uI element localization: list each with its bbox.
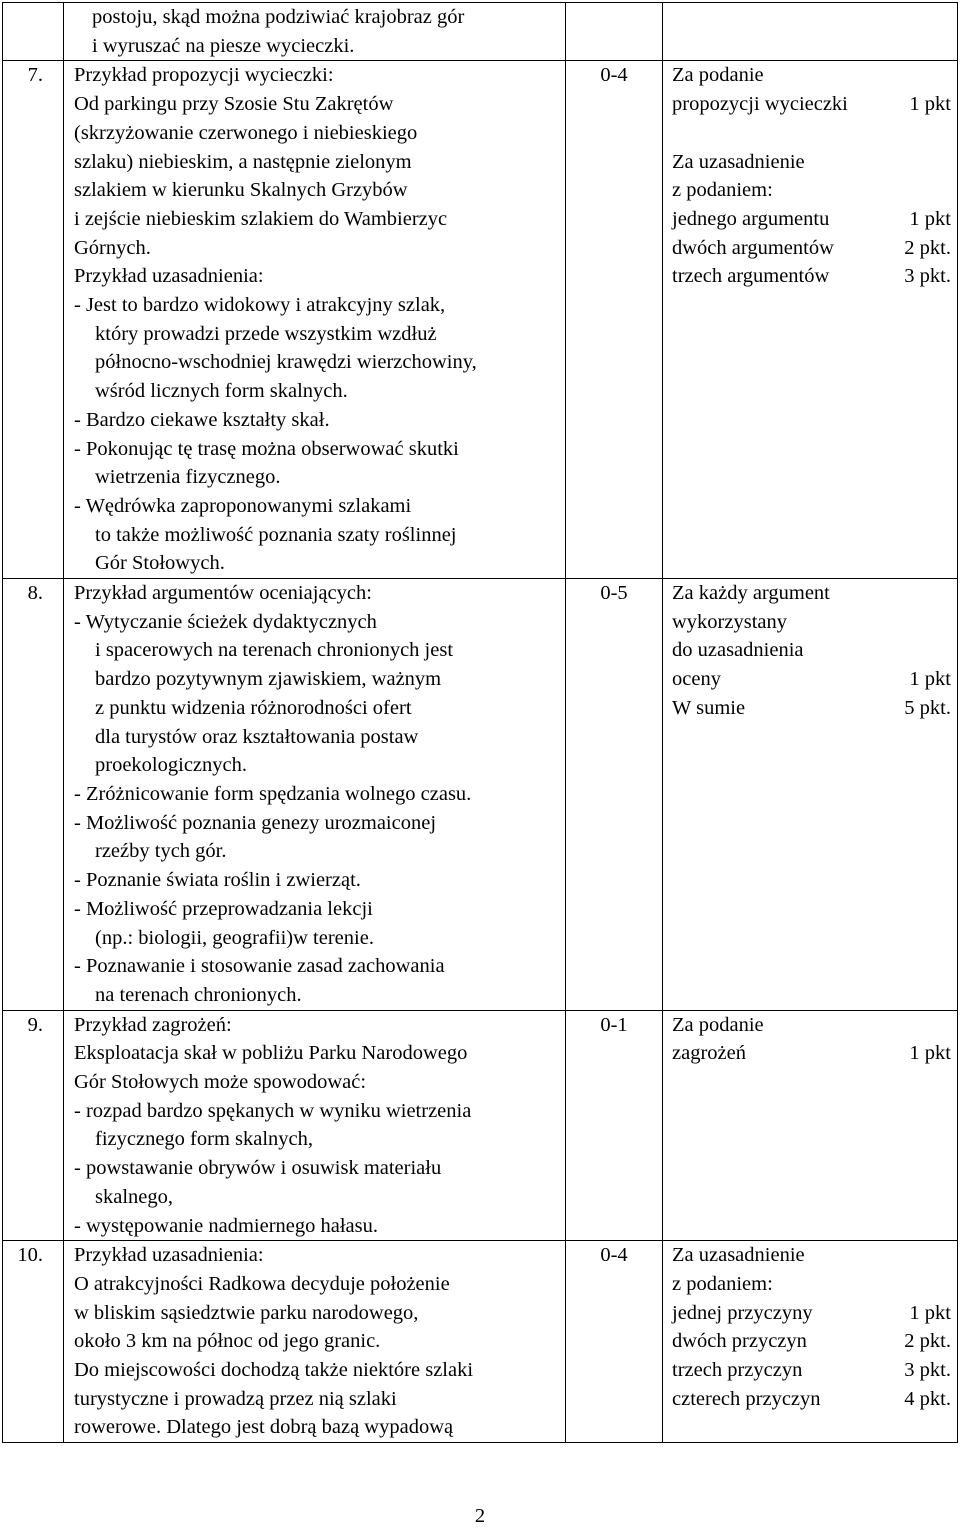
scoring-label: z podaniem: <box>672 1272 773 1295</box>
content-line: który prowadzi przede wszystkim wzdłuż <box>95 322 437 345</box>
scoring-label: jednego argumentu <box>672 207 830 230</box>
scoring-gap <box>672 119 951 148</box>
scoring-line <box>672 1011 951 1040</box>
content-line: i wyruszać na piesze wycieczki. <box>92 34 355 57</box>
content-line: rowerowe. Dlatego jest dobrą bazą wypadową <box>74 1416 454 1439</box>
answer-key-table <box>2 2 958 1443</box>
content-line: bardzo pozytywnym zjawiskiem, ważnym <box>95 668 442 691</box>
content-line: i spacerowych na terenach chronionych jest <box>95 639 454 662</box>
scoring-line <box>672 1299 951 1328</box>
content-line: Od parkingu przy Szosie Stu Zakrętów <box>74 93 394 116</box>
scoring-label: trzech argumentów <box>672 265 830 288</box>
scoring-points: 1 pkt <box>909 207 951 230</box>
scoring-line <box>672 61 951 90</box>
scoring-rules <box>663 3 958 61</box>
answer-row <box>3 1010 958 1241</box>
scoring-line <box>672 1241 951 1270</box>
content-line: Przykład zagrożeń: <box>74 1013 232 1036</box>
scoring-line <box>672 579 951 608</box>
scoring-rules <box>663 579 958 1011</box>
scoring-label: z podaniem: <box>672 179 773 202</box>
scoring-label: trzech przyczyn <box>672 1359 803 1382</box>
content-line: - Poznanie świata roślin i zwierząt. <box>74 869 361 892</box>
content-line: - powstawanie obrywów i osuwisk materiału <box>74 1157 442 1180</box>
answer-row <box>3 61 958 579</box>
content-line: Przykład uzasadnienia: <box>74 1244 264 1267</box>
content-line: wśród licznych form skalnych. <box>95 380 348 403</box>
answer-content <box>64 1010 566 1241</box>
scoring-line <box>672 176 951 205</box>
content-line: Do miejscowości dochodzą także niektóre szlaki <box>74 1359 474 1382</box>
scoring-rules <box>663 1010 958 1241</box>
scoring-line <box>672 1270 951 1299</box>
scoring-points: 2 pkt. <box>904 236 951 259</box>
scoring-label: W sumie <box>672 696 746 719</box>
content-line: Eksploatacja skał w pobliżu Parku Narodowego <box>74 1042 468 1065</box>
content-line: na terenach chronionych. <box>95 983 302 1006</box>
content-line: turystyczne i prowadzą przez nią szlaki <box>74 1387 397 1410</box>
content-line: Gór Stołowych może spowodować: <box>74 1071 367 1094</box>
content-line: Przykład argumentów oceniających: <box>74 582 372 605</box>
scoring-label: Za uzasadnienie <box>672 150 805 173</box>
scoring-label: Za każdy argument <box>672 582 830 605</box>
scoring-points: 5 pkt. <box>904 696 951 719</box>
content-line: około 3 km na północ od jego granic. <box>74 1330 381 1353</box>
scoring-points: 1 pkt <box>909 93 951 116</box>
answer-row <box>3 1241 958 1443</box>
points-range: 0-5 <box>566 579 663 1011</box>
scoring-line <box>672 262 951 291</box>
scoring-line <box>672 694 951 723</box>
scoring-label: Za uzasadnienie <box>672 1244 805 1267</box>
content-line: - występowanie nadmiernego hałasu. <box>74 1214 378 1237</box>
scoring-line <box>672 234 951 263</box>
scoring-rules <box>663 61 958 579</box>
scoring-label: Za podanie <box>672 1013 764 1036</box>
scoring-points: 1 pkt <box>909 1301 951 1324</box>
scoring-points: 1 pkt <box>909 668 951 691</box>
content-line: - Bardzo ciekawe kształty skał. <box>74 408 330 431</box>
task-number: 9. <box>3 1010 64 1241</box>
content-line: - Poznawanie i stosowanie zasad zachowania <box>74 955 445 978</box>
content-line: postoju, skąd można podziwiać krajobraz gór <box>92 6 465 28</box>
content-line: Przykład uzasadnienia: <box>74 265 264 288</box>
scoring-line <box>672 608 951 637</box>
content-line: O atrakcyjności Radkowa decyduje położenie <box>74 1272 450 1295</box>
points-range: 0-4 <box>566 1241 663 1443</box>
content-line: - Możliwość przeprowadzania lekcji <box>74 897 373 920</box>
answer-content <box>64 61 566 579</box>
content-line: z punktu widzenia różnorodności ofert <box>95 696 412 719</box>
points-range: 0-4 <box>566 61 663 579</box>
content-line: - Pokonując tę trasę można obserwować skutki <box>74 437 459 460</box>
scoring-points: 3 pkt. <box>904 1359 951 1382</box>
points-range: 0-1 <box>566 1010 663 1241</box>
content-line: dla turystów oraz kształtowania postaw <box>95 725 419 748</box>
answer-row <box>3 3 958 61</box>
content-line: Przykład propozycji wycieczki: <box>74 64 334 87</box>
task-number: 10. <box>3 1241 64 1443</box>
scoring-label: wykorzystany <box>672 610 788 633</box>
scoring-line <box>672 636 951 665</box>
content-line: północno-wschodniej krawędzi wierzchowiny, <box>95 351 477 374</box>
content-line: - Jest to bardzo widokowy i atrakcyjny szlak, <box>74 294 446 317</box>
content-line: - rozpad bardzo spękanych w wyniku wietrzenia <box>74 1099 472 1122</box>
task-number <box>3 3 64 61</box>
page-number: 2 <box>474 1505 486 1527</box>
content-line: to także możliwość poznania szaty roślinnej <box>95 523 457 546</box>
scoring-label: do uzasadnienia <box>672 639 804 662</box>
answer-content <box>64 3 566 61</box>
scoring-label: Za podanie <box>672 64 764 87</box>
scoring-line <box>672 1356 951 1385</box>
scoring-label: czterech przyczyn <box>672 1387 821 1410</box>
content-line: - Zróżnicowanie form spędzania wolnego czasu. <box>74 782 472 805</box>
scoring-rules <box>663 1241 958 1443</box>
answer-row <box>3 579 958 1011</box>
scoring-points: 2 pkt. <box>904 1330 951 1353</box>
content-line: wietrzenia fizycznego. <box>95 466 281 489</box>
task-number: 7. <box>3 61 64 579</box>
scoring-line <box>672 90 951 119</box>
task-number: 8. <box>3 579 64 1011</box>
scoring-points: 4 pkt. <box>904 1387 951 1410</box>
points-range <box>566 3 663 61</box>
content-line: Gór Stołowych. <box>95 552 225 575</box>
content-line: - Wędrówka zaproponowanymi szlakami <box>74 494 412 517</box>
answer-content <box>64 1241 566 1443</box>
scoring-label: jednej przyczyny <box>672 1301 813 1324</box>
content-line: i zejście niebieskim szlakiem do Wambierzyc <box>74 207 448 230</box>
scoring-label: dwóch przyczyn <box>672 1330 807 1353</box>
scoring-points: 3 pkt. <box>904 265 951 288</box>
answer-content <box>64 579 566 1011</box>
content-line: szlakiem w kierunku Skalnych Grzybów <box>74 179 408 202</box>
content-line: - Wytyczanie ścieżek dydaktycznych <box>74 610 377 633</box>
content-line: Górnych. <box>74 236 151 259</box>
content-line: fizycznego form skalnych, <box>95 1128 314 1151</box>
scoring-line <box>672 1039 951 1068</box>
scoring-label: oceny <box>672 668 721 691</box>
scoring-line <box>672 665 951 694</box>
scoring-line <box>672 1327 951 1356</box>
content-line: szlaku) niebieskim, a następnie zielonym <box>74 150 412 173</box>
scoring-label: propozycji wycieczki <box>672 93 848 116</box>
content-line: - Możliwość poznania genezy urozmaiconej <box>74 811 437 834</box>
answer-key-body <box>3 3 958 1443</box>
content-line: proekologicznych. <box>95 754 247 777</box>
scoring-line <box>672 1385 951 1414</box>
scoring-label: zagrożeń <box>672 1042 746 1065</box>
content-line: (skrzyżowanie czerwonego i niebieskiego <box>74 121 418 144</box>
scoring-points: 1 pkt <box>909 1042 951 1065</box>
content-line: skalnego, <box>95 1185 173 1208</box>
scoring-line <box>672 205 951 234</box>
scoring-label: dwóch argumentów <box>672 236 834 259</box>
content-line: w bliskim sąsiedztwie parku narodowego, <box>74 1301 419 1324</box>
scoring-line <box>672 148 951 177</box>
content-line: rzeźby tych gór. <box>95 840 227 863</box>
content-line: (np.: biologii, geografii)w terenie. <box>95 926 374 949</box>
